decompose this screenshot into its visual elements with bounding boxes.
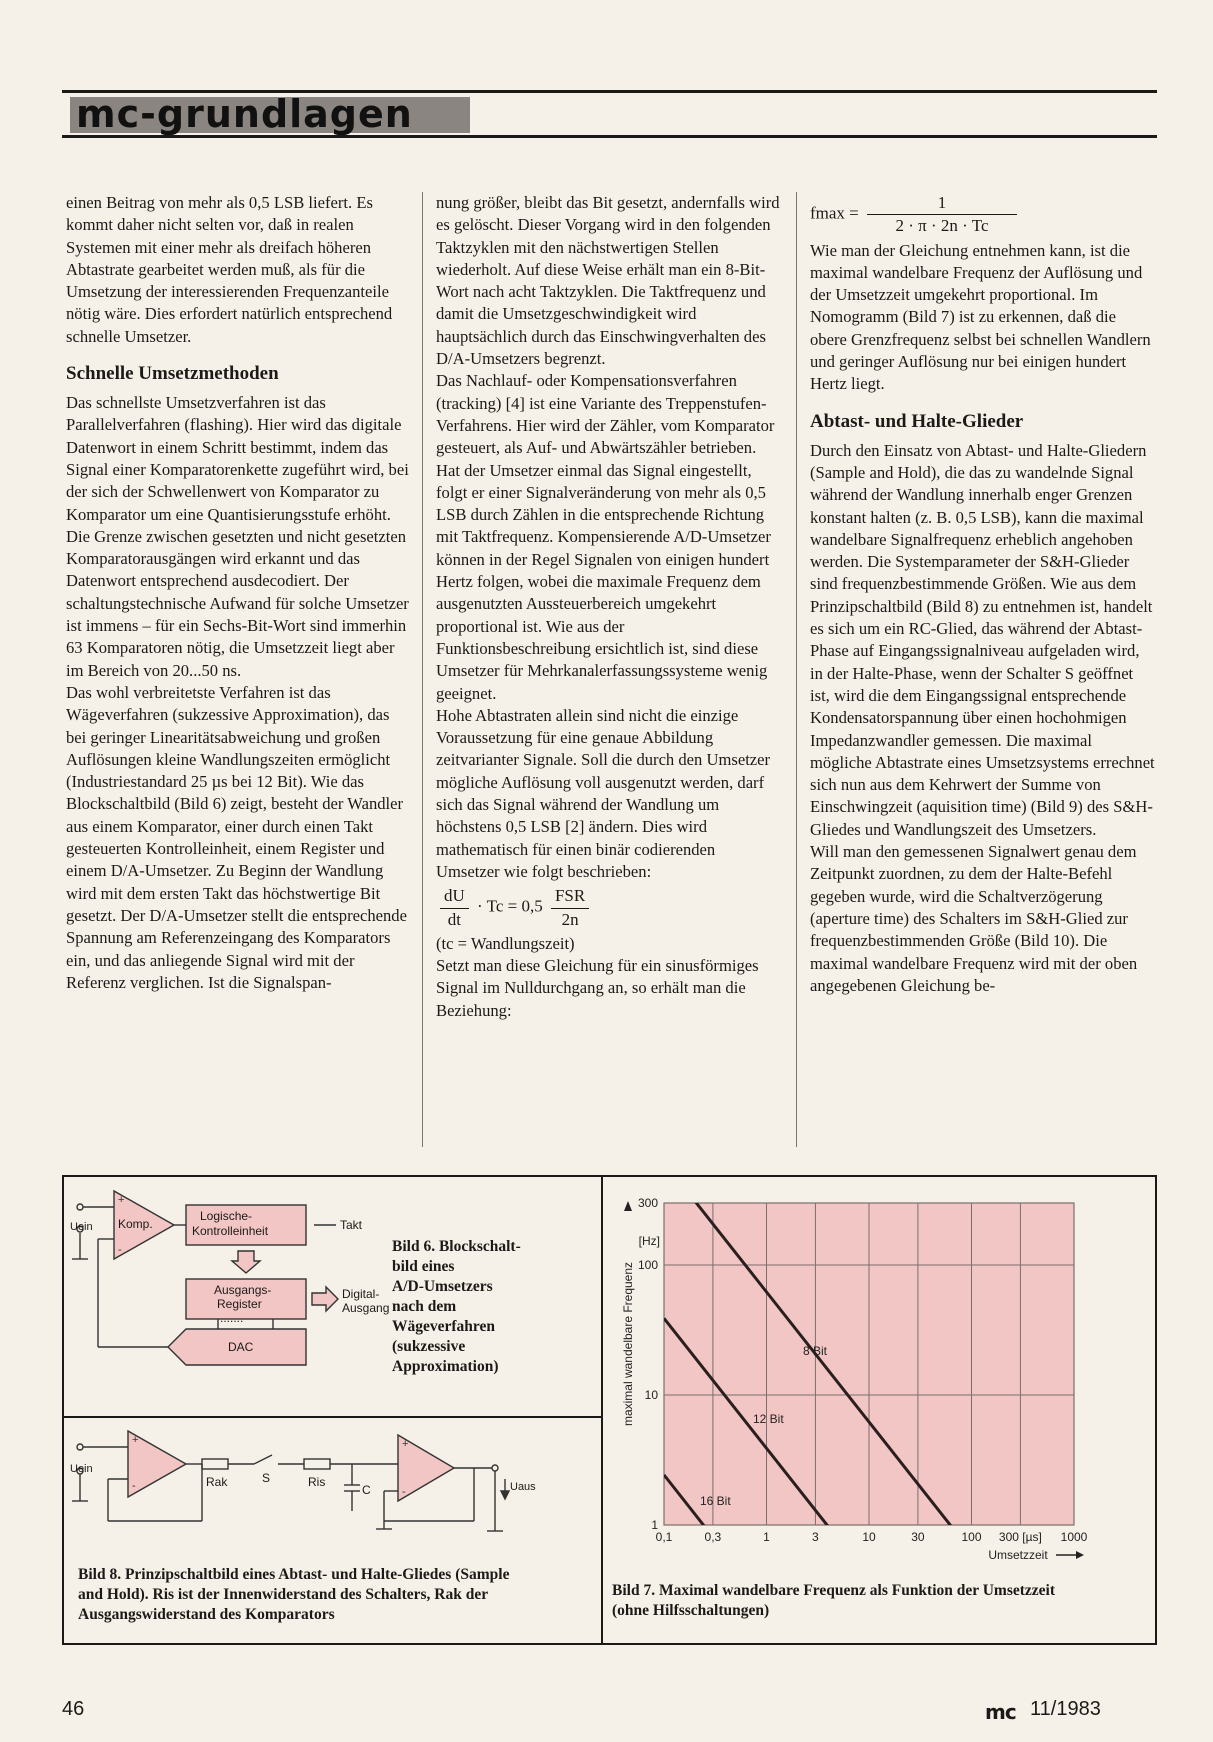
- paragraph: Setzt man diese Gleichung für ein sinusförmiges Signal im Nulldurchgang an, so erhält man die Beziehung:: [436, 956, 759, 1020]
- x-tick-label: 3: [812, 1530, 819, 1544]
- dac-label: DAC: [228, 1340, 254, 1354]
- switch-label: S: [262, 1471, 271, 1485]
- y-unit-label: [Hz]: [638, 1234, 660, 1248]
- bild6-caption: [392, 1237, 592, 1377]
- nomogram-chart: [608, 1183, 1148, 1562]
- label-minus: -: [402, 1486, 406, 1498]
- paragraph: Durch den Einsatz von Abtast- und Halte-Gliedern (Sample and Hold), die das zu wandelnde Signal während der Wandlung innerhalb enger Grenzen konstant halten (z. B. 0,5 LSB), kann die maximal wandelbare Signalfrequenz erheblich angehoben werden. Die Systemparameter der S&H-Glieder sind frequenzbestimmende Größen. Wie aus dem Prinzipschaltbild (Bild 8) zu entnehmen ist, handelt es sich um ein RC-Glied, das während der Abtast-Phase auf Eingangssignalniveau aufgeladen wird, in der Halte-Phase, wenn der Schalter S geöffnet ist, wird die dem Eingangssignal entsprechende Kondensatorspannung über einen hochohmigen Impedanzwandler gemessen. Die maximal mögliche Abtastrate eines Umsetzsystems errechnet sich nun aus dem Kehrwert der Summe von Einschwingzeit (aquisition time) (Bild 9) des S&H-Gliedes und Wandlungszeit des Umsetzers.: [810, 440, 1155, 839]
- digital-output-label-2: Ausgang: [342, 1301, 390, 1315]
- caption-line: Bild 7. Maximal wandelbare Frequenz als Funktion der Umsetzzeit: [612, 1582, 1056, 1599]
- label-minus: -: [132, 1480, 136, 1492]
- x-tick-label: 30: [911, 1530, 925, 1544]
- register-label-2: Register: [217, 1297, 262, 1311]
- caption-line: (sukzessive: [392, 1338, 466, 1355]
- column-rule: [796, 192, 797, 1147]
- caption-line: Approximation): [392, 1358, 499, 1375]
- paragraph: (tc = Wandlungszeit): [436, 933, 575, 953]
- text-column-1: [66, 192, 411, 994]
- formula-numerator: 1: [867, 192, 1017, 215]
- paragraph: Will man den gemessenen Signalwert genau dem Zeitpunkt zuordnen, zu dem der Halte-Befehl gegeben wurde, wird die Schaltverzögerung (aperture time) des Schalters im S&H-Glied zur frequenzbestimmenden Größe (Bild 10). Die maximal wandelbare Frequenz wird mit der oben angegebenen Gleichung be-: [810, 842, 1138, 995]
- digital-output-label-1: Digital-: [342, 1287, 380, 1301]
- series-label: 8 Bit: [803, 1344, 828, 1358]
- ris-label: Ris: [308, 1475, 326, 1489]
- column-rule: [422, 192, 423, 1147]
- x-tick-label: 0,1: [655, 1530, 673, 1544]
- series-label: 12 Bit: [753, 1412, 784, 1426]
- y-axis-arrow: [624, 1201, 632, 1211]
- paragraph: Das Nachlauf- oder Kompensationsverfahren (tracking) [4] ist eine Variante des Treppenstufen-Verfahrens. Hier wird der Zähler, vom Komparator gesteuert, als Auf- und Abwärtszähler betrieben. Hat der Umsetzer einmal das Signal eingestellt, folgt er einer Signalveränderung von mehr als 0,5 LSB durch Zählen in die entsprechende Richtung mit Taktfrequenz. Kompensierende A/D-Umsetzer können in der Regel Signalen von einigen hundert Hertz folgen, wobei die maximale Frequenz dem ausgenutzten Aussteuerbereich umgekehrt proportional ist. Wie aus der Funktionsbeschreibung ersichtlich ist, sind diese Umsetzer für Mehrkanalerfassungssysteme wenig geeignet.: [436, 371, 775, 703]
- comparator-label: Komp.: [118, 1217, 153, 1231]
- caption-line: (ohne Hilfsschaltungen): [612, 1602, 770, 1619]
- formula-denominator: 2n: [561, 909, 579, 929]
- bus-dots: .......: [220, 1311, 244, 1325]
- x-tick-label: 1000: [1060, 1530, 1088, 1544]
- caption-line: Ausgangswiderstand des Komparators: [78, 1606, 335, 1623]
- formula-fmax: [810, 192, 1155, 238]
- paragraph: Das schnellste Umsetzverfahren ist das Parallelverfahren (flashing). Hier wird das digitale Datenwort in einem Schritt bestimmt, indem das Signal einer Komparatorenkette zugeführt wird, bei der sich der Schwellenwert von Komparator zu Komparator um eine Quantisierungsstufe erhöht. Die Grenze zwischen gesetzten und nicht gesetzten Komparatorausgängen wird erkannt und das Datenwort entsprechend ausdecodiert. Der schaltungstechnische Aufwand für solche Umsetzer ist immens – für ein Sechs-Bit-Wort sind immerhin 63 Komparatoren nötig, die Umsetzzeit liegt aber im Bereich von 20...50 ns.: [66, 393, 409, 680]
- register-label-1: Ausgangs-: [214, 1283, 272, 1297]
- uein-label: Uein: [70, 1463, 93, 1475]
- formula-du-dt: [436, 885, 781, 931]
- bild7-caption: [612, 1581, 1152, 1621]
- caption-line: Bild 8. Prinzipschaltbild eines Abtast- und Halte-Gliedes (Sample: [78, 1566, 510, 1583]
- y-tick-label: 10: [644, 1388, 658, 1403]
- y-tick-label: 100: [637, 1258, 658, 1273]
- clock-label: Takt: [340, 1218, 363, 1232]
- caption-line: and Hold). Ris ist der Innenwiderstand des Schalters, Rak der: [78, 1586, 489, 1603]
- caption-line: Wägeverfahren: [392, 1318, 496, 1335]
- text-column-3: [810, 192, 1155, 997]
- caption-line: A/D-Umsetzers: [392, 1278, 493, 1295]
- formula-numerator: FSR: [551, 885, 589, 908]
- magazine-logo: mc: [985, 1700, 1016, 1724]
- label-plus: +: [118, 1194, 125, 1206]
- caption-line: nach dem: [392, 1298, 457, 1315]
- control-unit-label-1: Logische-: [200, 1209, 253, 1223]
- page-number: 46: [62, 1698, 85, 1720]
- paragraph: nung größer, bleibt das Bit gesetzt, andernfalls wird es gelöscht. Dieser Vorgang wird in den folgenden Taktzyklen mit den nächstwertigen Stellen wiederholt. Auf diese Weise erhält man ein 8-Bit-Wort nach acht Taktzyklen. Die Taktfrequenz und damit die Umsetzgeschwindigkeit wird hauptsächlich durch das Einschwingverhalten des D/A-Umsetzers begrenzt.: [436, 193, 780, 369]
- formula-lhs: fmax =: [810, 203, 859, 223]
- y-axis-title: maximal wandelbare Frequenz: [621, 1261, 635, 1427]
- text-column-2: [436, 192, 781, 1022]
- paragraph: Wie man der Gleichung entnehmen kann, ist die maximal wandelbare Frequenz der Auflösung und der Umsetzzeit umgekehrt proportional. Im Nomogramm (Bild 7) ist zu erkennen, daß die obere Grenzfrequenz selbst bei schnellen Wandlern und geringer Auflösung nur bei einigen hundert Hertz liegt.: [810, 240, 1151, 394]
- label-plus: +: [132, 1434, 139, 1446]
- formula-middle: · Tc = 0,5: [477, 896, 543, 916]
- figure-box: [62, 1175, 1157, 1645]
- section-header: [62, 90, 1157, 138]
- issue-number: 11/1983: [1030, 1698, 1101, 1720]
- x-tick-label: 300 [µs]: [998, 1530, 1042, 1544]
- x-tick-label: 0,3: [704, 1530, 722, 1544]
- label-minus: -: [118, 1244, 122, 1256]
- section-title: mc-grundlagen: [76, 92, 413, 136]
- series-label: 16 Bit: [700, 1494, 731, 1508]
- paragraph: Das wohl verbreitetste Verfahren ist das Wägeverfahren (sukzessive Approximation), das bei geringer Linearitätsabweichung und großen Auflösungen kleine Wandlungszeiten ermöglicht (Industriestandard 25 µs bei 12 Bit). Wie das Blockschaltbild (Bild 6) zeigt, besteht der Wandler aus einem Komparator, einer durch einen Takt gesteuerten Kontrolleinheit, einem Register und einem D/A-Umsetzer. Zu Beginn der Wandlung wird mit dem ersten Takt das höchstwertige Bit gesetzt. Der D/A-Umsetzer stellt die entsprechende Spannung am Referenzeingang des Komparators ein, und das anliegende Signal wird mit der Referenz verglichen. Ist die Signalspan-: [66, 682, 407, 992]
- bild8-caption: [78, 1565, 598, 1625]
- subheading: Abtast- und Halte-Glieder: [810, 410, 1024, 432]
- caption-line: Bild 6. Blockschalt-: [392, 1238, 521, 1255]
- y-tick-label: 1: [651, 1518, 658, 1532]
- x-tick-label: 100: [961, 1530, 982, 1544]
- uein-label: Uein: [70, 1221, 93, 1233]
- capacitor-label: C: [362, 1483, 371, 1497]
- x-tick-label: 10: [862, 1530, 876, 1544]
- caption-line: bild eines: [392, 1258, 455, 1275]
- uaus-label: Uaus: [510, 1481, 536, 1493]
- formula-numerator: dU: [440, 885, 469, 908]
- paragraph: einen Beitrag von mehr als 0,5 LSB liefert. Es kommt daher nicht selten vor, daß in realen Systemen mit einer mehr als dreifach höheren Abtastrate gearbeitet werden muß, als für die Umsetzung der interessierenden Frequenzanteile nötig wäre. Dies erfordert natürlich entsprechend schnelle Umsetzer.: [66, 193, 393, 346]
- control-unit-label-2: Kontrolleinheit: [192, 1224, 269, 1238]
- paragraph: Hohe Abtastraten allein sind nicht die einzige Voraussetzung für eine genaue Abbildung zeitvarianter Signale. Soll die durch den Umsetzer mögliche Auflösung voll ausgenutzt werden, darf sich das Signal während der Wandlung um höchstens 0,5 LSB [2] ändern. Dies wird mathematisch für einen binär codierenden Umsetzer wie folgt beschrieben:: [436, 705, 771, 881]
- x-tick-label: 1: [763, 1530, 770, 1544]
- label-plus: +: [402, 1438, 409, 1450]
- y-tick-label: 300: [637, 1196, 658, 1210]
- rak-label: Rak: [206, 1475, 228, 1489]
- subheading: Schnelle Umsetzmethoden: [66, 363, 279, 385]
- formula-denominator: dt: [447, 909, 461, 929]
- x-axis-title: Umsetzzeit: [988, 1548, 1048, 1562]
- formula-denominator: 2 · π · 2n · Tc: [895, 216, 989, 236]
